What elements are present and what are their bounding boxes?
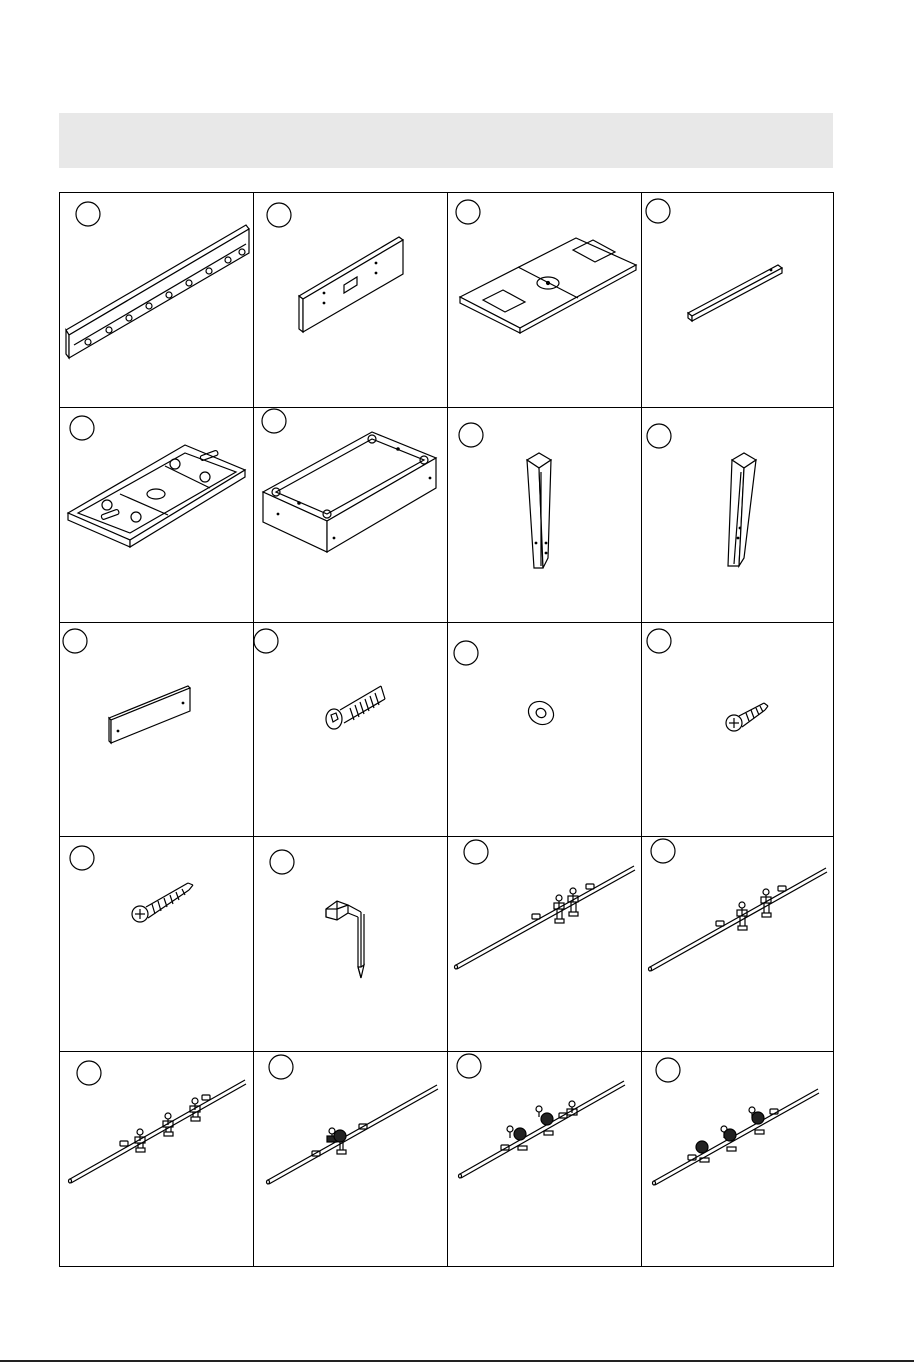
part-cell-leg-left — [448, 408, 642, 623]
player-rod-3-icon — [60, 1052, 254, 1267]
part-cell-rod-3b — [448, 1052, 642, 1267]
bolt-icon — [254, 623, 448, 838]
allen-key-icon — [254, 837, 448, 1052]
end-panel-icon — [254, 193, 448, 408]
pool-table-top-icon — [254, 408, 448, 623]
leg-right-icon — [642, 408, 836, 623]
part-cell-hockey-board — [60, 408, 254, 623]
part-cell-short-screw — [642, 623, 836, 838]
brace-panel-icon — [60, 623, 254, 838]
part-cell-rod-2 — [448, 837, 642, 1052]
support-bar-icon — [642, 193, 836, 408]
player-rod-3c-icon — [642, 1052, 836, 1267]
part-cell-rod-3c — [642, 1052, 836, 1267]
part-cell-bolt — [254, 623, 448, 838]
header-band — [59, 113, 833, 168]
side-rail-icon — [60, 193, 254, 408]
part-cell-long-screw — [60, 837, 254, 1052]
part-cell-end-panel — [254, 193, 448, 408]
part-cell-rod-3 — [60, 1052, 254, 1267]
hockey-board-icon — [60, 408, 254, 623]
part-cell-rod-1 — [254, 1052, 448, 1267]
part-cell-pool-table — [254, 408, 448, 623]
player-rod-3b-icon — [448, 1052, 642, 1267]
leg-left-icon — [448, 408, 642, 623]
soccer-field-board-icon — [448, 193, 642, 408]
parts-grid — [59, 192, 834, 1267]
part-cell-support-bar — [642, 193, 836, 408]
player-rod-2-icon — [448, 837, 642, 1052]
player-rod-2b-icon — [642, 837, 836, 1052]
part-cell-allen-key — [254, 837, 448, 1052]
part-cell-brace-panel — [60, 623, 254, 838]
part-cell-rod-2b — [642, 837, 836, 1052]
part-cell-side-rail — [60, 193, 254, 408]
part-cell-washer — [448, 623, 642, 838]
long-screw-icon — [60, 837, 254, 1052]
washer-icon — [448, 623, 642, 838]
part-cell-leg-right — [642, 408, 836, 623]
short-screw-icon — [642, 623, 836, 838]
part-cell-soccer-board — [448, 193, 642, 408]
player-rod-1-icon — [254, 1052, 448, 1267]
